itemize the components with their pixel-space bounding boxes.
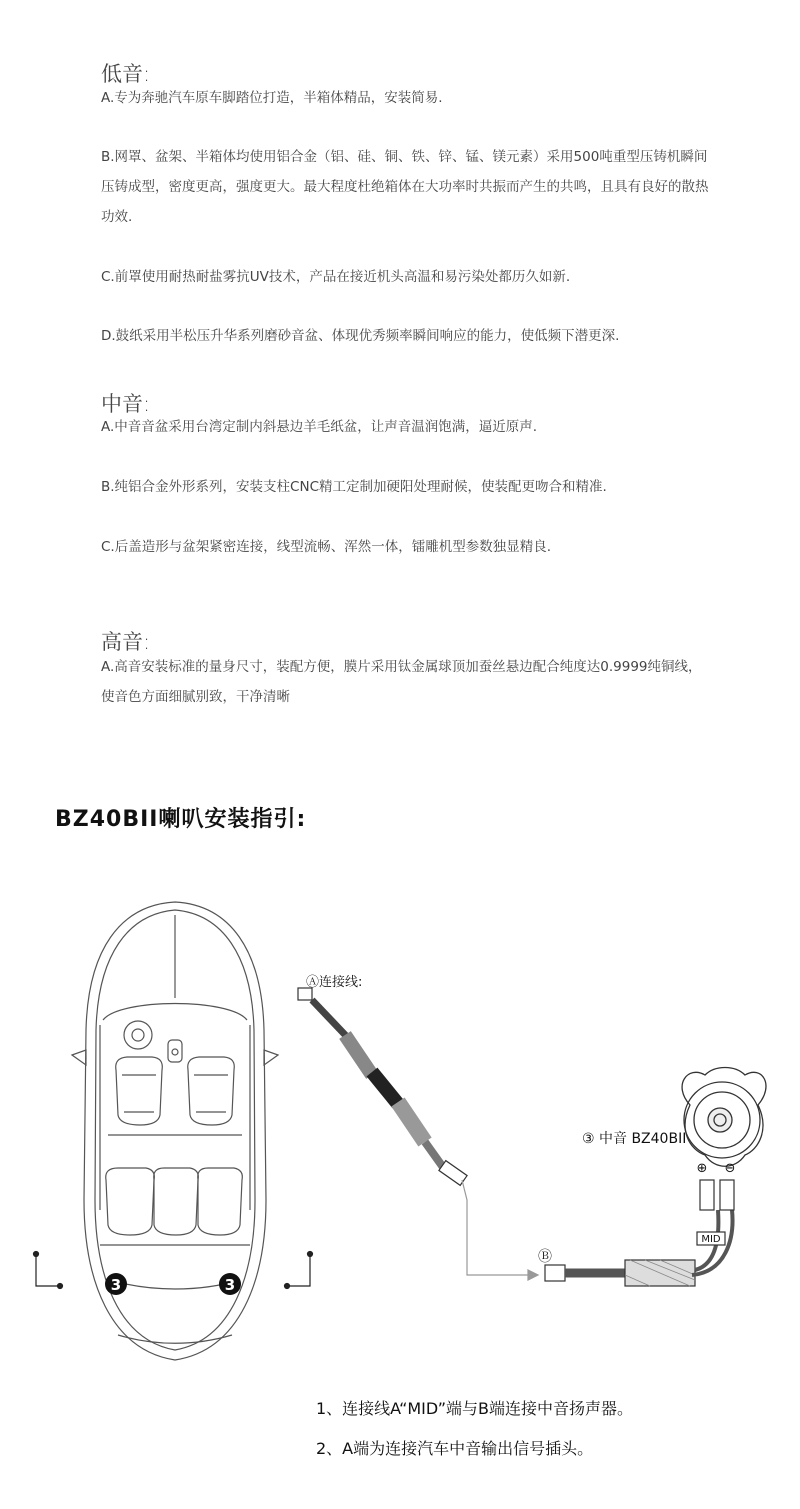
connection-cable-a [298,988,538,1280]
install-note-2: 2、A端为连接汽车中音输出信号插头。 [316,1439,594,1458]
speaker-minus-terminal: ⊖ [724,1161,736,1176]
bass-paragraph-d: D.鼓纸采用半松压升华系列磨砂音盆、体现优秀频率瞬间响应的能力，使低频下潜更深. [101,328,620,344]
section-title-bass: 低音: [101,62,151,86]
bass-paragraph-b: B.网罩、盆架、半箱体均使用铝合金（铝、硅、铜、铁、锌、锰、镁元素）采用500吨重型压铸机瞬间压铸成型，密度更高，强度更大。最大程度杜绝箱体在大功率时共振而产生的共鸣，且具有良好的散热功效. [101,149,709,225]
bass-paragraph-a: A.专为奔驰汽车原车脚踏位打造，半箱体精品，安装简易. [101,90,443,106]
speaker-model-label: ③ 中音 BZ40BII [582,1131,687,1147]
car-speaker-markers [105,1273,241,1295]
install-guide-title: BZ40BII喇叭安装指引: [55,807,307,832]
speaker-marker-right-label: 3 [224,1276,236,1294]
install-note-1: 1、连接线A“MID”端与B端连接中音扬声器。 [316,1399,634,1418]
speaker-marker-left-label: 3 [110,1276,122,1294]
car-top-view [72,902,278,1360]
section-title-tweeter: 高音: [101,630,151,654]
bz40bii-midrange-speaker [682,1068,766,1167]
section-title-mid: 中音: [101,392,151,416]
mid-paragraph-b: B.纯铝合金外形系列，安装支柱CNC精工定制加硬阳处理耐候，使装配更吻合和精准. [101,479,607,495]
mid-paragraph-a: A.中音音盆采用台湾定制内斜悬边羊毛纸盆，让声音温润饱满，逼近原声. [101,419,538,435]
end-b-label: Ⓑ [538,1249,552,1265]
mid-tag: MID [701,1234,721,1245]
speaker-plus-terminal: ⊕ [696,1161,708,1176]
bass-paragraph-c: C.前罩使用耐热耐盐雾抗UV技术，产品在接近机头高温和易污染处都历久如新. [101,269,571,285]
mid-paragraph-c: C.后盖造形与盆架紧密连接，线型流畅、浑然一体，镭雕机型参数独显精良. [101,539,552,555]
cable-a-label: Ⓐ连接线: [306,975,363,990]
tweeter-paragraph-a: A.高音安装标准的量身尺寸，装配方便，膜片采用钛金属球顶加蚕丝悬边配合纯度达0.9999纯铜线，使音色方面细腻别致，干净清晰 [101,659,702,705]
door-pointer-lines [34,1252,313,1289]
end-b-plug [545,1180,734,1286]
